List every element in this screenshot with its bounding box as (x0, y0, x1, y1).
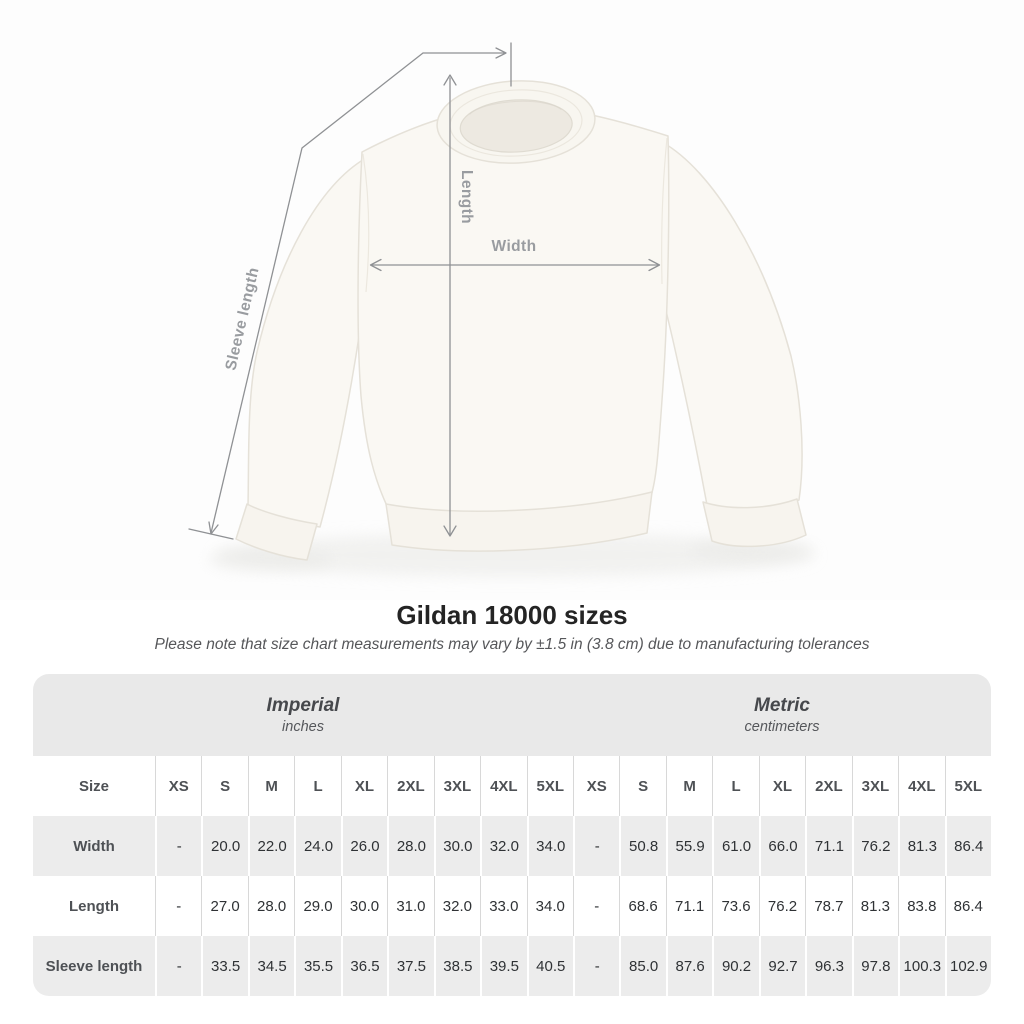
cell: 29.0 (294, 876, 340, 936)
cell: 76.2 (759, 876, 805, 936)
cell: 30.0 (434, 816, 480, 876)
cell: 20.0 (201, 816, 247, 876)
cell: - (573, 936, 619, 996)
cell: 34.5 (248, 936, 294, 996)
unit-group-title: Metric (754, 695, 810, 716)
cell: - (155, 816, 201, 876)
cell: 33.5 (201, 936, 247, 996)
cell: 81.3 (898, 816, 944, 876)
cell: 30.0 (341, 876, 387, 936)
cell: 71.1 (805, 816, 851, 876)
cell: 71.1 (666, 876, 712, 936)
cell: 73.6 (712, 876, 758, 936)
cell: 97.8 (852, 936, 898, 996)
row-label: Length (33, 876, 155, 936)
width-measure-label: Width (491, 238, 537, 255)
cell: 83.8 (898, 876, 944, 936)
cell: 33.0 (480, 876, 526, 936)
sleeve-measure-label: Sleeve length (222, 265, 263, 373)
cell: 27.0 (201, 876, 247, 936)
col-header: 4XL (898, 756, 944, 816)
col-header: L (294, 756, 340, 816)
cell: 61.0 (712, 816, 758, 876)
cell: 35.5 (294, 936, 340, 996)
col-header: M (666, 756, 712, 816)
length-measure-label: Length (458, 169, 475, 225)
cell: 85.0 (619, 936, 665, 996)
col-header: S (201, 756, 247, 816)
cell: 38.5 (434, 936, 480, 996)
cell: 37.5 (387, 936, 433, 996)
cell: 24.0 (294, 816, 340, 876)
col-header: M (248, 756, 294, 816)
cell: 28.0 (387, 816, 433, 876)
cell: 68.6 (619, 876, 665, 936)
cell: - (573, 876, 619, 936)
col-header: 4XL (480, 756, 526, 816)
col-header: S (619, 756, 665, 816)
row-label: Width (33, 816, 155, 876)
unit-group-subtitle: inches (282, 719, 324, 735)
cell: 39.5 (480, 936, 526, 996)
cell: 86.4 (945, 876, 991, 936)
cell: 26.0 (341, 816, 387, 876)
cell: 96.3 (805, 936, 851, 996)
col-header: 2XL (805, 756, 851, 816)
col-header: L (712, 756, 758, 816)
cell: 36.5 (341, 936, 387, 996)
cell: 28.0 (248, 876, 294, 936)
page-title: Gildan 18000 sizes (396, 600, 628, 630)
body (358, 106, 669, 513)
sweatshirt (236, 77, 806, 560)
col-header: 3XL (434, 756, 480, 816)
unit-group-metric (573, 674, 991, 756)
cell: 78.7 (805, 876, 851, 936)
cell: 34.0 (527, 876, 573, 936)
size-chart-table (33, 674, 991, 996)
cell: 22.0 (248, 816, 294, 876)
cell: 102.9 (945, 936, 991, 996)
col-header: 5XL (945, 756, 991, 816)
cell: 86.4 (945, 816, 991, 876)
col-header: XL (759, 756, 805, 816)
cell: 55.9 (666, 816, 712, 876)
cell: 92.7 (759, 936, 805, 996)
cell: 90.2 (712, 936, 758, 996)
col-header: XS (155, 756, 201, 816)
cell: - (573, 816, 619, 876)
cell: 76.2 (852, 816, 898, 876)
cell: 32.0 (434, 876, 480, 936)
col-header: XL (341, 756, 387, 816)
col-header: 2XL (387, 756, 433, 816)
unit-group-subtitle: centimeters (744, 719, 820, 735)
col-header-size: Size (33, 756, 155, 816)
tolerance-note: Please note that size chart measurements may vary by ±1.5 in (3.8 cm) due to manufacturing tolerances (154, 636, 870, 653)
cell: - (155, 936, 201, 996)
cell: - (155, 876, 201, 936)
cell: 34.0 (527, 816, 573, 876)
row-label: Sleeve length (33, 936, 155, 996)
cell: 32.0 (480, 816, 526, 876)
unit-group-title: Imperial (266, 695, 340, 716)
cell: 50.8 (619, 816, 665, 876)
col-header: 3XL (852, 756, 898, 816)
cell: 100.3 (898, 936, 944, 996)
cell: 40.5 (527, 936, 573, 996)
col-header: 5XL (527, 756, 573, 816)
unit-group-imperial (33, 674, 573, 756)
cell: 66.0 (759, 816, 805, 876)
left-sleeve (248, 158, 366, 527)
cell: 31.0 (387, 876, 433, 936)
right-sleeve (662, 142, 802, 510)
cell: 81.3 (852, 876, 898, 936)
cell: 87.6 (666, 936, 712, 996)
col-header: XS (573, 756, 619, 816)
